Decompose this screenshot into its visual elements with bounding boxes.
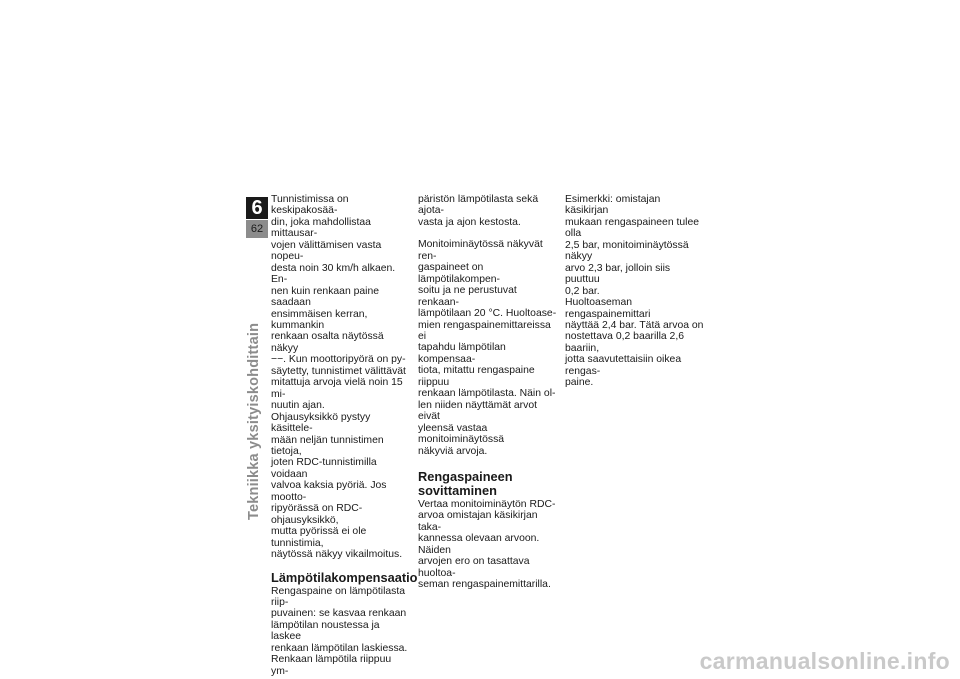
text-column-2 (418, 194, 558, 591)
chapter-title-vertical: Tekniikka yksityiskohdittain (246, 322, 262, 520)
paragraph: Esimerkki: omistajan käsikirjan mukaan rengaspaineen tulee olla 2,5 bar, monitoiminäytössä näkyy arvo 2,3 bar, jolloin siis puuttuu 0,2 bar. (565, 194, 700, 297)
section-heading: Rengaspaineen sovittaminen (418, 468, 513, 498)
paragraph: Ohjausyksikkö pystyy käsittele- mään neljän tunnistimen tietoja, joten RDC-tunnistimilla voidaan valvoa kaksia pyöriä. Jos mootto- ripyörässä on RDC-ohjausyksikkö, mutta pyörissä ei ole tunnistimia, näytössä näkyy vikailmoitus. (271, 411, 403, 561)
paragraph: Monitoiminäytössä näkyvät ren- gaspaineet on lämpötilakompen- soitu ja ne perustuvat renkaan- lämpötilaan 20 °C. Huoltoase- mien rengaspainemittareissa ei tapahdu lämpötilan kompensaa- tiota, mitattu rengaspaine riippuu renkaan lämpötilasta. Näin ol- len niiden näyttämät arvot eivät yleensä vastaa monitoiminäytössä näkyviä arvoja. (418, 239, 557, 457)
paragraph: Vertaa monitoiminäytön RDC- arvoa omistajan käsikirjan taka- kannessa olevaan arvoon. Näiden arvojen ero on tasattava huoltoa- seman rengaspainemittarilla. (418, 498, 556, 591)
section-heading: Lämpötilakompensaatio (271, 569, 418, 585)
chapter-number: 6 (246, 197, 268, 219)
paragraph: päristön lämpötilasta sekä ajota- vasta ja ajon kestosta. (418, 194, 539, 228)
paragraph: Huoltoaseman rengaspainemittari näyttää 2,4 bar. Tätä arvoa on nostettava 0,2 baarilla 2,6 baariin, jotta saavutettaisiin oikea rengas- paine. (565, 297, 704, 389)
paragraph: Tunnistimissa on keskipakosää- din, joka mahdollistaa mittausar- vojen välittämisen vasta nopeu- desta noin 30 km/h alkaen. En- nen kuin renkaan paine saadaan ensimmäisen kerran, kummankin renkaan osalta näytössä näkyy −−. Kun moottoripyörä on py- säytetty, tunnistimet välittävät mitattuja arvoja vielä noin 15 mi- nuutin ajan. (271, 194, 406, 412)
text-column-1 (271, 194, 418, 677)
page-number: 62 (246, 220, 268, 238)
watermark: carmanualsonline.info (699, 648, 950, 674)
text-column-3 (565, 194, 705, 389)
paragraph: Rengaspaine on lämpötilasta riip- puvainen: se kasvaa renkaan lämpötilan noustessa ja laskee renkaan lämpötilan laskiessa. Renkaan lämpötila riippuu ym- (271, 585, 408, 677)
